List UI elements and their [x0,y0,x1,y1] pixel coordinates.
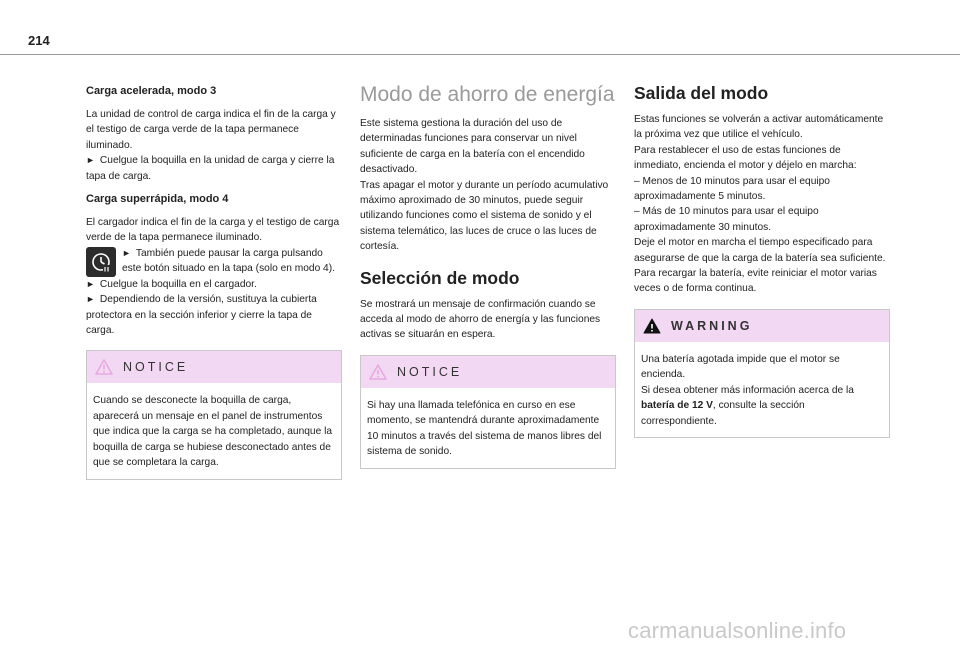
column-middle [360,82,616,469]
warning-box-header [635,310,889,342]
paragraph: La unidad de control de carga indica el fin de la carga y el testigo de carga verde de la tapa permanece iluminado. [86,109,336,151]
bullet-item: ► Dependiendo de la versión, sustituya la cubierta protectora en la sección inferior y cierre la tapa de carga. [86,294,317,337]
paragraph: Estas funciones se volverán a activar automáticamente la próxima vez que utilice el vehículo. [634,114,884,141]
dash-item: – Más de 10 minutos para usar el equipo aproximadamente 30 minutos. [634,206,819,233]
notice-box [86,350,342,479]
triangle-bullet-icon: ► [86,155,95,166]
paragraph: Este sistema gestiona la duración del uso de determinadas funciones para conservar un nivel suficiente de carga en la batería con el encendido desactivado. [360,118,585,176]
bullet-item: ► Cuelgue la boquilla en el cargador. [86,277,342,292]
paragraph: El cargador indica el fin de la carga y el testigo de carga verde de la tapa permanece iluminado. [86,217,340,244]
warning-text: Una batería agotada impide que el motor se encienda. Si desea obtener más información acerca de la batería de 12 V, consulte la sección correspondiente. [641,353,854,427]
paragraph: Deje el motor en marcha el tiempo especificado para asegurarse de que la carga de la batería sea suficiente. [634,237,886,264]
section-heading: Carga superrápida, modo 4 [86,193,229,206]
charge-pause-button-icon [86,247,116,277]
notice-warning-icon [95,359,113,375]
triangle-bullet-icon: ► [122,247,131,258]
warning-icon [643,318,661,334]
dash-item: – Menos de 10 minutos para usar el equipo aproximadamente 5 minutos. [634,175,830,203]
notice-box [360,355,616,469]
notice-text: Cuando se desconecte la boquilla de carga, aparecerá un mensaje en el panel de instrumentos que indica que la carga se ha completado, aunque la boquilla de carga se hubiese desconectado antes de que se completara la carga. [93,395,333,469]
notice-text: Si hay una llamada telefónica en curso en ese momento, se mantendrá durante aproximadamente 10 minutos a través del sistema de manos libres del sistema de sonido. [367,399,602,458]
column-left [86,82,342,480]
paragraph: Se mostrará un mensaje de confirmación cuando se acceda al modo de ahorro de energía y las funciones activas se situarán en espera. [360,298,601,341]
notice-box-header [361,356,615,388]
bullet-with-icon: ► También puede pausar la carga pulsando este botón situado en la tapa (solo en modo 4). [86,246,342,277]
paragraph: Para recargar la batería, evite reiniciar el motor varias veces o de forma continua. [634,268,877,295]
paragraph: Tras apagar el motor y durante un período acumulativo máximo aproximado de 30 minutos, puede seguir utilizando funciones como el sistema de sonido y el sistema telemático, las luces de cruce o las luces de cortesía. [360,179,609,253]
notice-title: NOTICE [397,364,463,379]
page-number: 214 [28,33,50,48]
warning-box [634,309,890,438]
triangle-bullet-icon: ► [86,278,95,289]
watermark: carmanualsonline.info [628,618,847,643]
notice-title: NOTICE [123,360,189,375]
section-title: Modo de ahorro de energía [360,83,615,106]
section-heading: Selección de modo [360,267,520,288]
column-right [634,82,890,438]
section-heading: Carga acelerada, modo 3 [86,85,217,97]
warning-title: WARNING [671,318,753,333]
header-rule [0,54,960,55]
notice-warning-icon [369,364,387,380]
triangle-bullet-icon: ► [86,294,95,305]
paragraph: Para restablecer el uso de estas funciones de inmediato, encienda el motor y déjelo en marcha: [634,144,857,172]
notice-box-header [87,351,341,383]
section-title: Salida del modo [634,83,769,103]
bullet-item: ► Cuelgue la boquilla en la unidad de carga y cierre la tapa de carga. [86,155,335,182]
